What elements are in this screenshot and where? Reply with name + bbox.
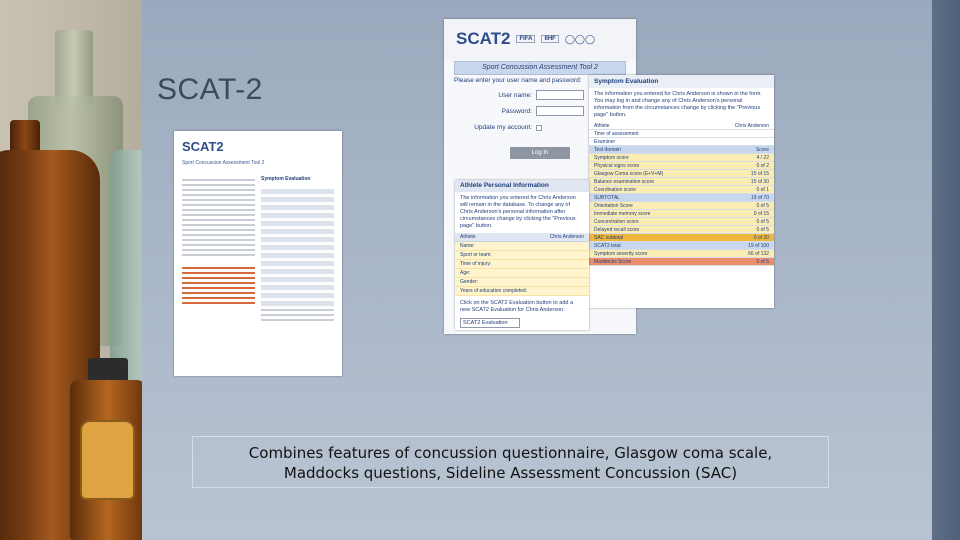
username-label: User name: [498,91,532,99]
panel-description: The information you entered for Chris Anderson is shown in the form. You may log in and change any of Chris Anderson's personal information from the circumstances change by clicking the "Previous page" button. [594,91,762,118]
score-row [589,122,774,130]
score-label: Symptom severity score [594,250,648,257]
score-row [589,178,774,186]
password-label: Password: [501,107,532,115]
score-row [589,234,774,242]
iihf-logo: IIHF [541,35,558,43]
score-row [589,138,774,146]
athlete-info-panel [455,180,589,330]
score-row [589,154,774,162]
score-table [589,122,774,266]
score-row [589,170,774,178]
symptom-evaluation-panel [589,75,774,308]
score-value: 66 of 132 [748,250,769,257]
score-label: Glasgow Coma score (E+V+M) [594,170,664,177]
username-input[interactable] [536,90,584,100]
bottles-photo [0,0,142,540]
score-row [589,130,774,138]
score-row [589,146,774,154]
slide-caption [192,436,829,488]
score-value: Score [755,146,769,153]
athlete-row [455,251,589,260]
athlete-field-label: Sport or team: [460,252,492,258]
score-value: 0 of 15 [753,210,769,217]
score-row [589,162,774,170]
athlete-row [455,242,589,251]
athlete-row [455,233,589,242]
score-row [589,242,774,250]
score-label: Delayed recall score [594,226,640,233]
score-label: Balance examination score [594,178,655,185]
section-heading: Symptom Evaluation [261,176,311,182]
panel-title: Symptom Evaluation [589,75,774,88]
athlete-row [455,260,589,269]
score-label: Coordination score [594,186,636,193]
score-label: Athlete [594,122,610,129]
password-input[interactable] [536,106,584,116]
fifa-logo: FIFA [516,35,535,43]
score-value: 0 of 5 [756,202,769,209]
score-label: SAC subtotal [594,234,624,241]
panel-footer: Click on the SCAT2 Evaluation button to add a new SCAT2 Evaluation for Chris Anderson. [460,300,574,313]
athlete-row [455,269,589,278]
left-column [182,176,255,324]
warning-text-block [182,264,255,304]
athlete-field-label: Age: [460,270,471,276]
athlete-field-label: Years of education completed: [460,288,528,294]
score-row [589,250,774,258]
athlete-field-value: Chris Anderson [549,234,584,240]
score-row [589,186,774,194]
right-column [261,176,334,324]
score-value: Chris Anderson [734,122,769,129]
symptom-grid [261,186,334,306]
olympic-rings-icon: ◯◯◯ [564,33,596,44]
score-value: 19 of 70 [750,194,769,201]
remember-label: Update my account: [474,124,532,131]
score-row [589,218,774,226]
score-row [589,194,774,202]
score-value: 0 of 1 [756,186,769,193]
panel-title: Athlete Personal Information [455,180,589,192]
score-row [589,210,774,218]
athlete-table [455,233,589,296]
slide-title: SCAT-2 [157,73,263,106]
score-value: 0 of 2 [756,162,769,169]
athlete-row [455,287,589,296]
doc-subtitle: Sport Concussion Assessment Tool 2 [182,160,265,166]
score-row [589,258,774,266]
panel-description: The information you entered for Chris Anderson will remain in the database. To change any of Chris Anderson's personal information after circumstances change by clicking the "Previous page" button. [460,195,576,229]
athlete-field-label: Name: [460,243,475,249]
login-prompt: Please enter your user name and password: [454,77,582,84]
score-row [589,202,774,210]
bottle-label [80,420,135,500]
score-label: Physical signs score [594,162,640,169]
score-label: SCAT2 total [594,242,621,249]
scat2-logo: SCAT2 [182,139,224,154]
score-value: 15 of 15 [750,170,769,177]
caption-line: Combines features of concussion questionnaire, Glasgow coma scale, [248,444,773,462]
athlete-field-label: Athlete [460,234,476,240]
score-value: 19 of 100 [748,242,769,249]
bottle-neck [55,30,93,105]
score-label: Immediate memory score [594,210,651,217]
doc-header [444,19,636,59]
score-value: 0 of 5 [756,226,769,233]
score-label: Examiner [594,138,616,145]
scat2-logo: SCAT2 [456,29,511,48]
score-label: Orientation Score [594,202,633,209]
score-value: 15 of 30 [750,178,769,185]
score-label: Concentration score [594,218,639,225]
score-label: Time of assessment [594,130,639,137]
score-value: 0 of 30 [753,234,769,241]
login-button[interactable]: Log In [510,147,570,159]
score-label: SUBTOTAL [594,194,620,201]
score-label: Test domain [594,146,621,153]
athlete-field-label: Time of injury: [460,261,492,267]
doc-banner: Sport Concussion Assessment Tool 2 [454,61,626,75]
score-value: 0 of 5 [756,258,769,265]
score-row [589,226,774,234]
score-label: Maddocks Score [594,258,632,265]
right-accent-strip [932,0,960,540]
athlete-row [455,278,589,287]
scat2-form-thumbnail [174,131,342,376]
athlete-field-label: Gender: [460,279,479,285]
score-value: 4 / 22 [756,154,769,161]
remember-checkbox[interactable] [536,125,542,131]
scat2-evaluation-link[interactable]: SCAT2 Evaluation [460,318,520,328]
score-value: 0 of 5 [756,218,769,225]
caption-line: Maddocks questions, Sideline Assessment Concussion (SAC) [283,464,738,482]
score-label: Symptom score [594,154,629,161]
